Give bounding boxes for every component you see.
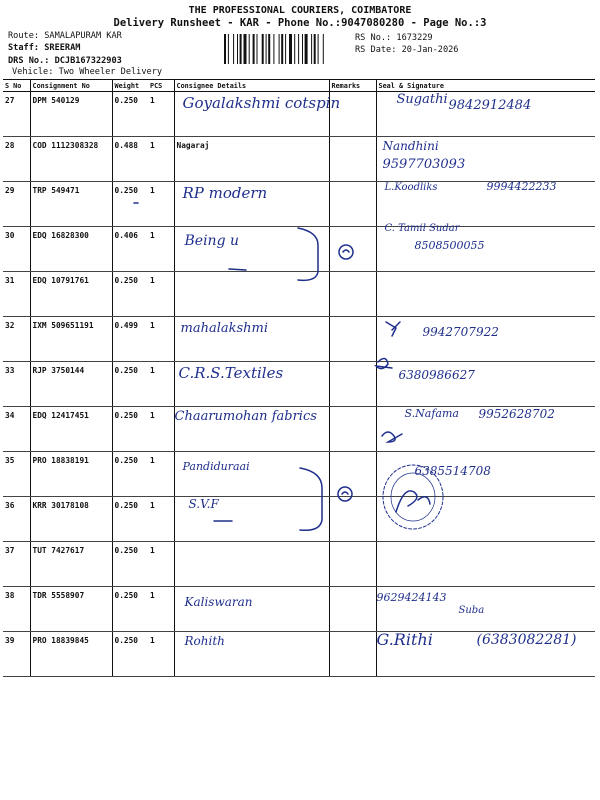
receiver-phone: 6385514708	[414, 464, 491, 478]
consignee-name: Goyalakshmi cotspin	[182, 94, 341, 112]
col-seal: Seal & Signature	[376, 80, 595, 92]
remarks-cell	[329, 587, 376, 632]
pcs-value: 1	[148, 317, 174, 362]
col-weight: Weight	[112, 80, 148, 92]
pcs-value: 1	[148, 452, 174, 497]
consignee-details	[174, 182, 329, 227]
seal-signature	[376, 317, 595, 362]
runsheet-table	[3, 79, 595, 677]
serial-number: 37	[3, 542, 30, 587]
serial-number: 34	[3, 407, 30, 452]
seal-signature	[376, 542, 595, 587]
receiver-signature: L.Koodliks	[384, 182, 438, 193]
serial-number: 27	[3, 92, 30, 137]
pcs-value: 1	[148, 632, 174, 677]
consignee-details	[174, 272, 329, 317]
consignment-number: EDQ 16828300	[30, 227, 112, 272]
receiver-signature: Sugathi	[396, 92, 448, 107]
receiver-signature: C. Tamil Sudar	[384, 223, 460, 234]
remarks-cell	[329, 362, 376, 407]
table-row	[3, 272, 595, 317]
receiver-signature: S.Nafama	[404, 407, 459, 420]
col-remarks: Remarks	[329, 80, 376, 92]
weight-value: 0.250	[112, 362, 148, 407]
consignee-details	[174, 542, 329, 587]
consignment-number: TRP 549471	[30, 182, 112, 227]
receiver-phone: 8508500055	[414, 239, 485, 252]
pcs-value: 1	[148, 407, 174, 452]
drs-number: DRS No.: DCJB167322903	[8, 56, 122, 66]
remarks-cell	[329, 542, 376, 587]
pcs-value: 1	[148, 182, 174, 227]
serial-number: 30	[3, 227, 30, 272]
receiver-phone: 9629424143	[376, 591, 447, 604]
weight-value: 0.250	[112, 497, 148, 542]
runsheet-subtitle: Delivery Runsheet - KAR - Phone No.:9047080280 - Page No.:3	[113, 17, 487, 29]
consignee-name: Being u	[184, 233, 239, 249]
weight-value: 0.406	[112, 227, 148, 272]
consignee-name: C.R.S.Textiles	[178, 364, 284, 382]
weight-value: 0.250	[112, 587, 148, 632]
consignee-details	[174, 227, 329, 272]
weight-value: 0.250	[112, 92, 148, 137]
seal-signature	[376, 497, 595, 542]
remarks-cell	[329, 182, 376, 227]
weight-value: 0.250	[112, 272, 148, 317]
consignment-number: EDQ 10791761	[30, 272, 112, 317]
table-row	[3, 227, 595, 272]
receiver-phone: 9842912484	[448, 98, 532, 113]
consignment-number: KRR 30178108	[30, 497, 112, 542]
consignee-details	[174, 407, 329, 452]
consignee-details	[174, 587, 329, 632]
serial-number: 35	[3, 452, 30, 497]
consignee-name: Kaliswaran	[184, 595, 253, 609]
consignment-number: TUT 7427617	[30, 542, 112, 587]
seal-signature	[376, 223, 595, 272]
consignee-details	[174, 92, 341, 137]
consignee-details	[174, 317, 329, 362]
receiver-phone: 6380986627	[398, 368, 475, 382]
seal-signature	[376, 452, 595, 497]
weight-value: 0.250	[112, 407, 148, 452]
weight-value: 0.250	[112, 452, 148, 497]
consignment-number: TDR 5558907	[30, 587, 112, 632]
remarks-cell	[329, 317, 376, 362]
pcs-value: 1	[148, 497, 174, 542]
table-row	[3, 362, 595, 407]
weight-value: 0.488	[112, 137, 148, 182]
remarks-cell	[329, 497, 376, 542]
remarks-cell	[329, 227, 376, 272]
col-consignment: Consignment No	[30, 80, 112, 92]
serial-number: 29	[3, 182, 30, 227]
pcs-value: 1	[148, 137, 174, 182]
seal-signature	[376, 182, 595, 227]
consignee-name: S.V.F	[188, 497, 219, 511]
remarks-cell	[329, 137, 376, 182]
serial-number: 38	[3, 587, 30, 632]
col-pcs: PCS	[148, 80, 174, 92]
consignment-number: EDQ 12417451	[30, 407, 112, 452]
weight-value: 0.250	[112, 182, 148, 227]
serial-number: 32	[3, 317, 30, 362]
seal-signature	[376, 362, 595, 407]
table-row	[3, 92, 595, 137]
serial-number: 39	[3, 632, 30, 677]
rs-date: RS Date: 20-Jan-2026	[355, 45, 459, 55]
consignment-number: PRO 18838191	[30, 452, 112, 497]
consignee-details	[174, 632, 329, 677]
table-row	[3, 632, 595, 677]
weight-value: 0.250	[112, 632, 148, 677]
table-row	[3, 137, 595, 182]
table-row	[3, 317, 595, 362]
serial-number: 28	[3, 137, 30, 182]
remarks-cell	[329, 452, 376, 497]
pcs-value: 1	[148, 362, 174, 407]
pcs-value: 1	[148, 587, 174, 632]
consignment-number: PRO 18839845	[30, 632, 112, 677]
weight-value: 0.250	[112, 542, 148, 587]
table-row	[3, 452, 595, 497]
weight-value: 0.499	[112, 317, 148, 362]
table-row	[3, 497, 595, 542]
pcs-value: 1	[148, 542, 174, 587]
receiver-phone: (6383082281)	[476, 632, 577, 648]
receiver-phone: 9952628702	[478, 407, 555, 421]
receiver-signature: Suba	[458, 605, 485, 616]
pcs-value: 1	[148, 272, 174, 317]
consignee-details	[174, 452, 329, 497]
col-consignee: Consignee Details	[174, 80, 329, 92]
table-header-row	[3, 80, 595, 92]
table-row	[3, 407, 595, 452]
seal-signature	[376, 587, 595, 632]
vehicle-text: Vehicle: Two Wheeler Delivery	[12, 67, 163, 77]
consignee-name: Pandiduraai	[182, 460, 250, 473]
barcode-image	[224, 34, 352, 64]
pcs-value: 1	[148, 227, 174, 272]
consignee-details	[174, 137, 329, 182]
consignee-details	[174, 497, 329, 542]
seal-signature	[376, 137, 595, 182]
pcs-value: 1	[148, 92, 174, 137]
consignee-details	[174, 362, 329, 407]
col-sno: S No	[3, 80, 30, 92]
serial-number: 31	[3, 272, 30, 317]
seal-signature	[376, 407, 595, 452]
remarks-cell	[329, 407, 376, 452]
consignment-number: RJP 3750144	[30, 362, 112, 407]
rs-number: RS No.: 1673229	[355, 33, 433, 43]
receiver-signature: Nandhini	[382, 139, 439, 153]
consignee-name: Rohith	[184, 634, 225, 648]
consignee-name: mahalakshmi	[180, 321, 269, 336]
seal-signature	[376, 92, 595, 137]
remarks-cell	[329, 92, 376, 137]
receiver-phone: 9994422233	[486, 180, 557, 193]
remarks-cell	[329, 272, 376, 317]
receiver-signature: G.Rithi	[376, 630, 433, 649]
receiver-phone: 9597703093	[382, 157, 466, 172]
consignee-name: RP modern	[182, 184, 268, 202]
seal-signature	[376, 272, 595, 317]
table-row	[3, 182, 595, 227]
staff-text: Staff: SREERAM	[8, 43, 81, 53]
serial-number: 36	[3, 497, 30, 542]
serial-number: 33	[3, 362, 30, 407]
consignment-number: COD 1112308328	[30, 137, 112, 182]
consignee-name: Nagaraj	[176, 141, 210, 150]
remarks-cell	[329, 632, 376, 677]
table-row	[3, 587, 595, 632]
table-row	[3, 542, 595, 587]
seal-signature	[376, 632, 595, 677]
route-text: Route: SAMALAPURAM KAR	[8, 31, 122, 41]
company-title: THE PROFESSIONAL COURIERS, COIMBATORE	[188, 5, 412, 16]
consignee-name: Chaarumohan fabrics	[174, 409, 317, 424]
consignment-number: IXM 509651191	[30, 317, 112, 362]
receiver-phone: 9942707922	[422, 325, 499, 339]
consignment-number: DPM 540129	[30, 92, 112, 137]
